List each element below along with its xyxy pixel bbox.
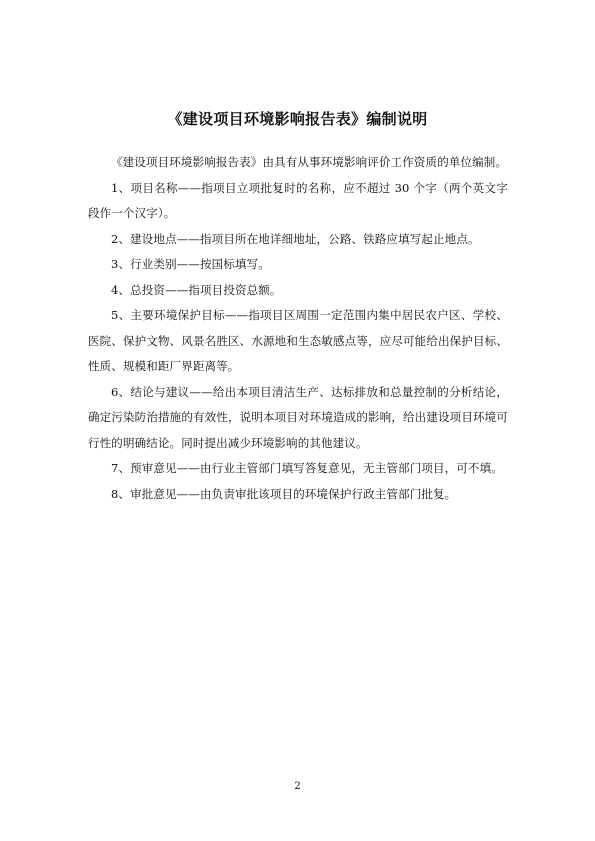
paragraph-total-investment: 4、总投资——指项目投资总额。: [111, 282, 282, 297]
paragraph-protection-targets: 5、主要环境保护目标——指项目区周围一定范围内集中居民农户区、学校、医院、保护文物、风景名胜区、水源地和生态敏感点等，应尽可能给出保护目标、性质、规模和距厂界距离等。: [88, 308, 508, 373]
paragraph-industry-category: 3、行业类别——按国标填写。: [111, 257, 270, 271]
instructions-body: [88, 150, 508, 507]
page-number: 2: [294, 781, 301, 792]
paragraph-conclusions: 6、结论与建议——给出本项目清洁生产、达标排放和总量控制的分析结论，确定污染防治措施的有效性，说明本项目对环境造成的影响，给出建设项目环境可行性的明确结论。同时提出减少环境影响的其他建议。: [88, 384, 508, 450]
paragraph-intro: 《建设项目环境影响报告表》由具有从事环境影响评价工作资质的单位编制。: [111, 155, 508, 169]
page-title: 《建设项目环境影响报告表》编制说明: [167, 110, 428, 128]
paragraph-project-name: 1、项目名称——指项目立项批复时的名称，应不超过 30 个字（两个英文字段作一个汉字）。: [88, 180, 508, 220]
paragraph-approval: 8、审批意见——由负责审批该项目的环境保护行政主管部门批复。: [111, 486, 457, 501]
paragraph-pre-review: 7、预审意见——由行业主管部门填写答复意见，无主管部门项目，可不填。: [111, 461, 503, 475]
paragraph-construction-site: 2、建设地点——指项目所在地详细地址，公路、铁路应填写起止地点。: [111, 231, 480, 246]
